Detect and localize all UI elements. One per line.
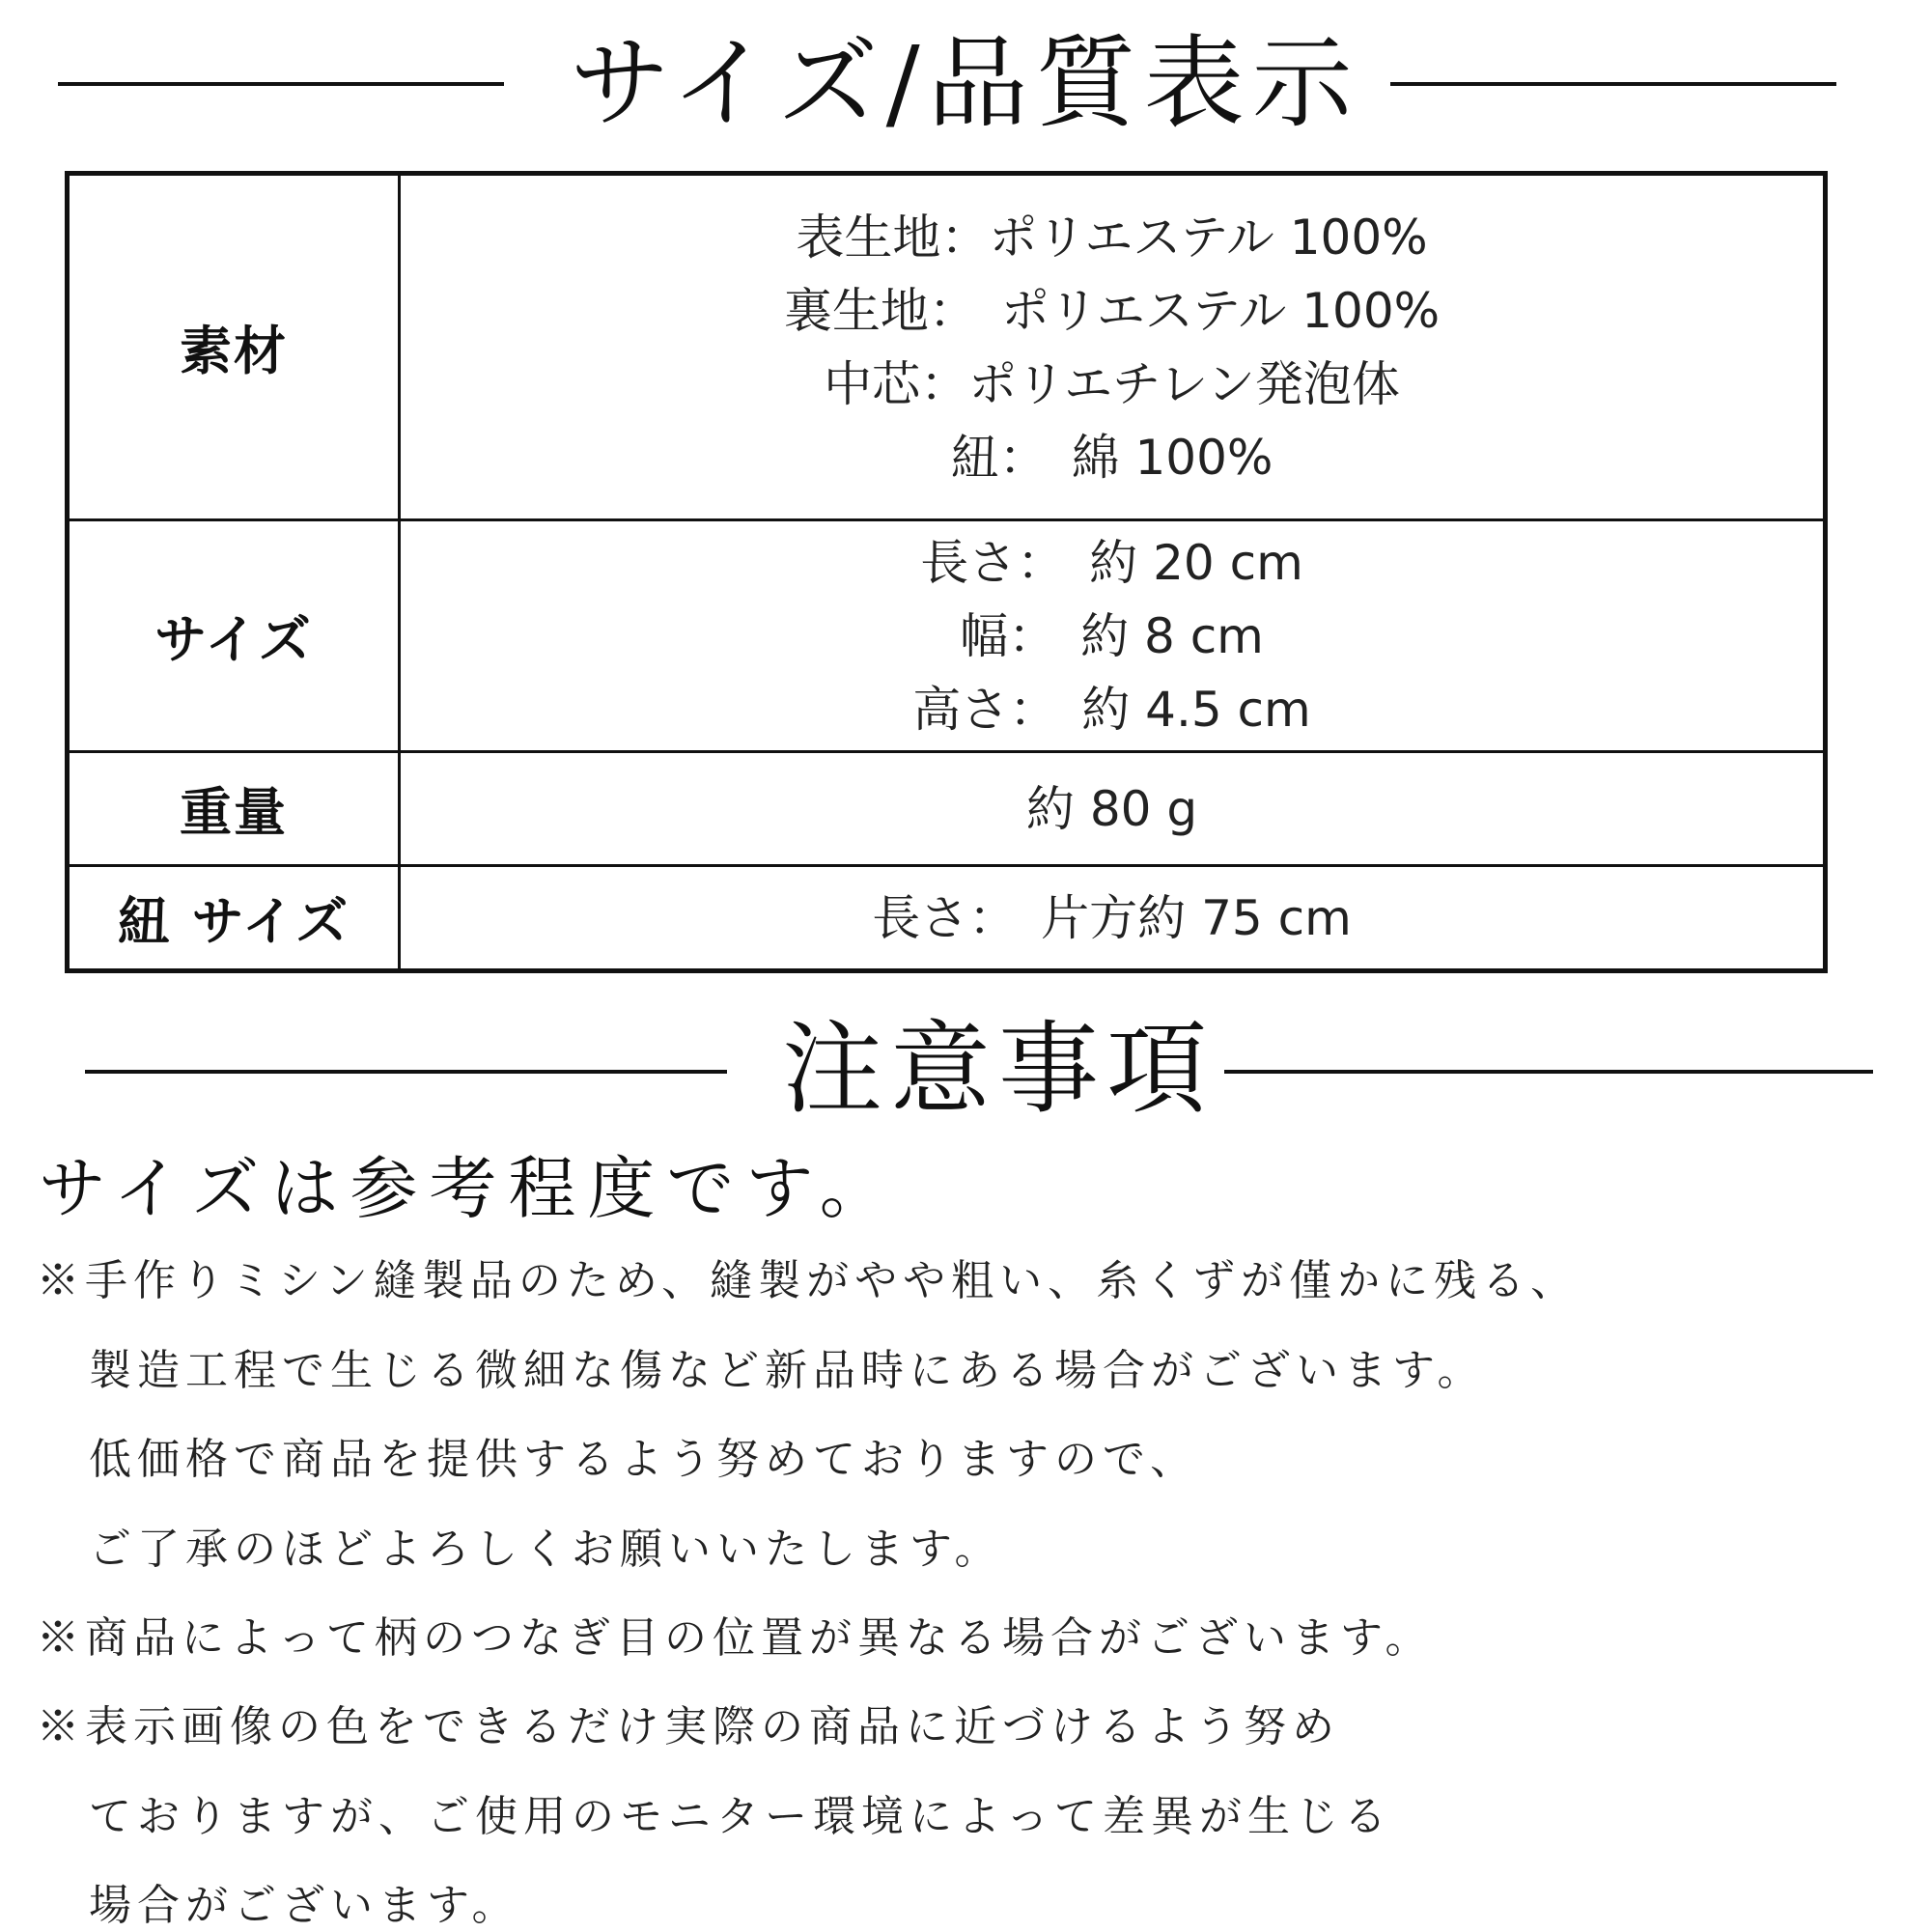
header-rule-right [1224, 1070, 1873, 1074]
spec-line: 高さ： 約 4.5 cm [912, 681, 1311, 738]
spec-line: 長さ： 片方約 75 cm [872, 889, 1352, 946]
spec-row-weight [70, 753, 1823, 867]
spec-line: 表生地：ポリエステル 100% [796, 209, 1428, 266]
spec-line: 長さ： 約 20 cm [920, 534, 1303, 591]
header-rule-right [1390, 82, 1836, 86]
spec-row-size [70, 521, 1823, 753]
spec-line: 紐： 綿 100% [950, 429, 1273, 486]
notes-title: 注意事項 [782, 1010, 1216, 1128]
spec-label-material: 素材 [70, 176, 401, 518]
spec-table [65, 171, 1828, 973]
spec-line: 裏生地： ポリエステル 100% [783, 282, 1441, 339]
notes-header [0, 1009, 1931, 1128]
spec-label-size: サイズ [70, 521, 401, 750]
spec-row-cord [70, 867, 1823, 968]
spec-value-material [401, 176, 1823, 518]
spec-value-weight [401, 753, 1823, 864]
spec-label-cord: 紐 サイズ [70, 867, 401, 968]
note-line: ご了承のほどよろしくお願いいたします。 [89, 1525, 1003, 1574]
spec-row-material [70, 176, 1823, 521]
note-line: 場合がございます。 [89, 1881, 520, 1930]
header-rule-left [58, 82, 504, 86]
spec-label-weight: 重量 [70, 753, 401, 864]
note-line: 製造工程で生じる微細な傷など新品時にある場合がございます。 [89, 1346, 1486, 1395]
quality-title: サイズ/品質表示 [570, 24, 1360, 142]
note-line: ておりますが、ご使用のモニター環境によって差異が生じる [89, 1792, 1392, 1841]
spec-value-cord [401, 867, 1823, 968]
notes-lead: サイズは参考程度です。 [39, 1149, 899, 1228]
note-line: 低価格で商品を提供するよう努めておりますので、 [89, 1435, 1199, 1484]
note-line: ※商品によって柄のつなぎ目の位置が異なる場合がございます。 [37, 1613, 1434, 1663]
header-rule-left [85, 1070, 727, 1074]
spec-value-size [401, 521, 1823, 750]
note-line: ※表示画像の色をできるだけ実際の商品に近づけるよう努め [37, 1702, 1340, 1751]
spec-line: 約 80 g [1025, 780, 1198, 837]
quality-header [0, 24, 1931, 145]
spec-line: 中芯：ポリエチレン発泡体 [824, 355, 1400, 412]
spec-line: 幅： 約 8 cm [960, 607, 1264, 664]
note-line: ※手作りミシン縫製品のため、縫製がやや粗い、糸くずが僅かに残る、 [37, 1256, 1580, 1305]
